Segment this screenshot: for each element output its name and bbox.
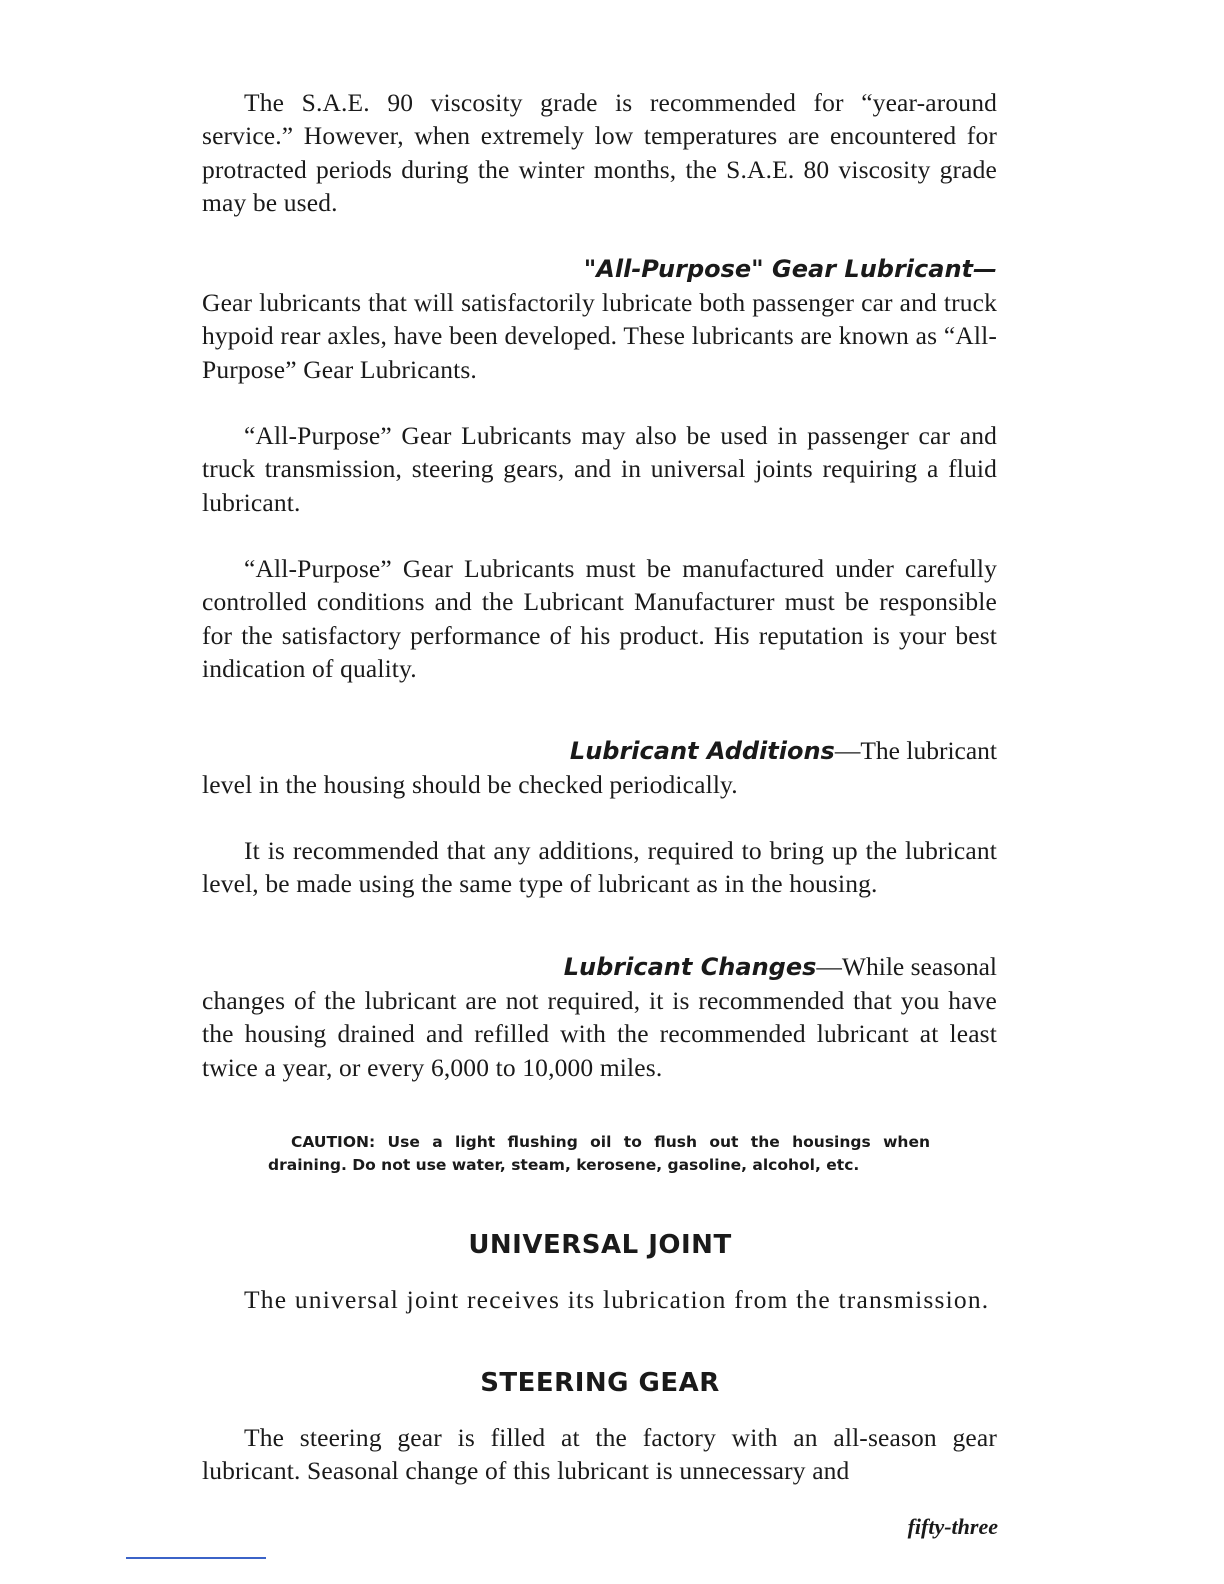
heading-universal-joint: UNIVERSAL JOINT [468,1230,732,1260]
paragraph-changes: changes of the lubricant are not required, it is recommended that you have the housing drained and refilled with the recommended lubricant at least twice a year, or every 6,000 to 10,000 miles. [202,986,997,1082]
paragraph-additions-level: level in the housing should be checked periodically. [202,770,738,799]
paragraph-sae90: The S.A.E. 90 viscosity grade is recommended for “year-around service.” However, when extremely low temperatures are encountered for protracted periods during the winter months, the S.A.E. 80 viscosity grade may be used. [202,88,997,217]
subheading-additions-lead: —The lubricant [834,736,997,765]
subheading-changes [202,950,997,984]
paragraph-additions-type: It is recommended that any additions, required to bring up the lubricant level, be made using the same type of lubricant as in the housing. [202,836,997,899]
subheading-changes-title: Lubricant Changes [563,953,817,981]
page-number: fifty-three [907,1514,998,1539]
paragraph-all-purpose-uses: “All-Purpose” Gear Lubricants may also be used in passenger car and truck transmission, steering gears, and in universal joints requiring a fluid lubricant. [202,421,997,517]
caution-note [268,1131,930,1177]
caution-text: CAUTION: Use a light flushing oil to flush out the housings when draining. Do not use water, steam, kerosene, gasoline, alcohol, etc. [268,1133,930,1174]
subheading-all-purpose-title: "All-Purpose" Gear Lubricant— [583,255,997,283]
heading-steering-gear: STEERING GEAR [480,1368,720,1398]
subheading-additions-title: Lubricant Additions [569,737,835,765]
subheading-changes-lead: —While seasonal [816,952,997,981]
paragraph-universal-joint: The universal joint receives its lubrication from the transmission. [244,1285,990,1314]
paragraph-steering-gear: The steering gear is filled at the factory with an all-season gear lubricant. Seasonal change of this lubricant is unnecessary and [202,1423,997,1486]
subheading-additions [202,734,997,768]
scan-edge-line [126,1557,266,1559]
paragraph-all-purpose-intro: Gear lubricants that will satisfactorily lubricate both passenger car and truck hypoid rear axles, have been developed. These lubricants are known as “All-Purpose” Gear Lubricants. [202,288,997,384]
subheading-all-purpose [202,252,997,286]
paragraph-all-purpose-quality: “All-Purpose” Gear Lubricants must be manufactured under carefully controlled conditions and the Lubricant Manufacturer must be responsible for the satisfactory performance of his product. His reputation is your best indication of quality. [202,554,997,683]
